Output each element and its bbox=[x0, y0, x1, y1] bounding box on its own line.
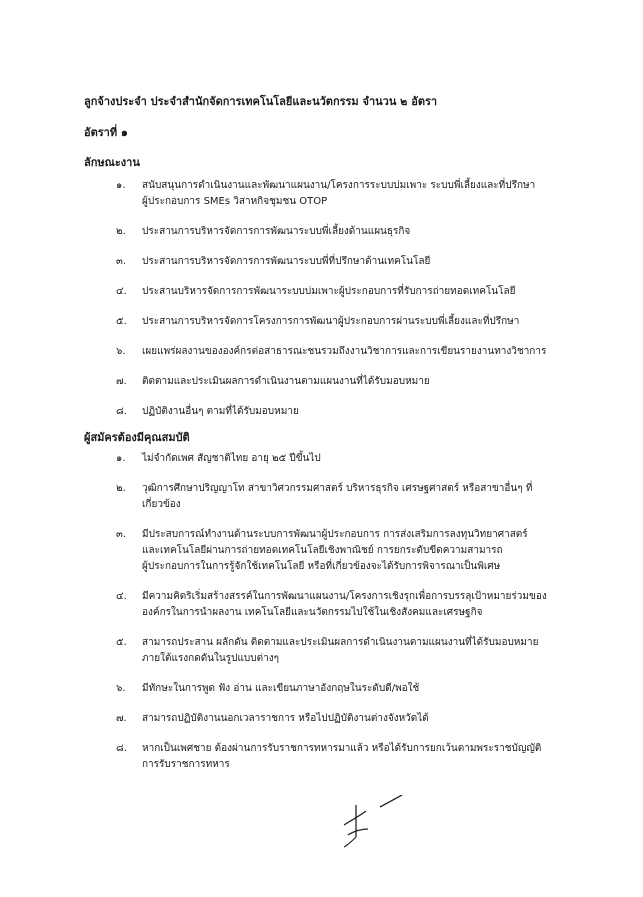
qualification-item-number: ๗. bbox=[116, 713, 127, 724]
qualification-item-line: สามารถประสาน ผลักดัน ติดตามและประเมินผลการดำเนินงานตามแผนงานที่ได้รับมอบหมาย bbox=[142, 637, 539, 648]
duty-item-number: ๘. bbox=[116, 406, 127, 417]
handwritten-signature bbox=[336, 795, 416, 859]
duty-item bbox=[116, 254, 586, 270]
qualification-item-line: มีประสบการณ์ทำงานด้านระบบการพัฒนาผู้ประกอบการ การส่งเสริมการลงทุนวิทยาศาสตร์ bbox=[142, 529, 528, 540]
duty-item bbox=[116, 374, 586, 390]
duty-item-line: ประสานการบริหารจัดการการพัฒนาระบบพี่เลี้ยงด้านแผนธุรกิจ bbox=[142, 226, 411, 237]
duty-item-line: เผยแพร่ผลงานขององค์กรต่อสาธารณะชนรวมถึงงานวิชาการและการเขียนรายงานทางวิชาการ bbox=[142, 346, 547, 357]
qualification-item bbox=[116, 635, 586, 667]
duty-item-number: ๒. bbox=[116, 226, 126, 237]
duty-item bbox=[116, 404, 586, 420]
qualification-item-line: ภายใต้แรงกดดันในรูปแบบต่างๆ bbox=[142, 653, 279, 664]
duty-item-text bbox=[142, 344, 586, 360]
duty-item-line: ปฏิบัติงานอื่นๆ ตามที่ได้รับมอบหมาย bbox=[142, 406, 299, 417]
qualification-item-text bbox=[142, 681, 586, 697]
qualification-item-number: ๘. bbox=[116, 743, 127, 754]
duty-item-text bbox=[142, 374, 586, 390]
qualification-item-line: ผู้ประกอบการในการรู้จักใช้เทคโนโลยี หรือที่เกี่ยวข้องจะได้รับการพิจารณาเป็นพิเศษ bbox=[142, 561, 501, 572]
document-title: ลูกจ้างประจำ ประจำสำนักจัดการเทคโนโลยีและนวัตกรรม จำนวน ๒ อัตรา bbox=[84, 95, 438, 108]
qualification-item-number: ๓. bbox=[116, 529, 127, 540]
duty-item-text bbox=[142, 254, 586, 270]
duty-item-line: ประสานบริหารจัดการการพัฒนาระบบบ่มเพาะผู้ประกอบการที่รับการถ่ายทอดเทคโนโลยี bbox=[142, 286, 516, 297]
qualification-item-line: หากเป็นเพศชาย ต้องผ่านการรับราชการทหารมาแล้ว หรือได้รับการยกเว้นตามพระราชบัญญัติ bbox=[142, 743, 542, 754]
qualification-item bbox=[116, 527, 586, 575]
qualification-item-text bbox=[142, 711, 586, 727]
qualification-item-line: วุฒิการศึกษาปริญญาโท สาขาวิศวกรรมศาสตร์ บริหารธุรกิจ เศรษฐศาสตร์ หรือสาขาอื่นๆ ที่ bbox=[142, 483, 533, 494]
duty-item bbox=[116, 224, 586, 240]
duty-item-number: ๖. bbox=[116, 346, 126, 357]
duty-item-text bbox=[142, 404, 586, 420]
qualification-item-text bbox=[142, 527, 586, 575]
qualification-item bbox=[116, 589, 586, 621]
duty-item bbox=[116, 314, 586, 330]
qualification-item-number: ๕. bbox=[116, 637, 127, 648]
qualification-item-line: องค์กรในการนำผลงาน เทคโนโลยีและนวัตกรรมไปใช้ในเชิงสังคมและเศรษฐกิจ bbox=[142, 607, 483, 618]
duty-item bbox=[116, 284, 586, 300]
qualification-item bbox=[116, 711, 586, 727]
duty-item bbox=[116, 344, 586, 360]
duty-item-number: ๔. bbox=[116, 286, 127, 297]
duty-item-line: ประสานการบริหารจัดการโครงการการพัฒนาผู้ประกอบการผ่านระบบพี่เลี้ยงและที่ปรึกษา bbox=[142, 316, 520, 327]
qualification-item-line: และเทคโนโลยีผ่านการถ่ายทอดเทคโนโลยีเชิงพาณิชย์ การยกระดับขีดความสามารถ bbox=[142, 545, 503, 556]
qualification-item-line: ไม่จำกัดเพศ สัญชาติไทย อายุ ๒๕ ปีขึ้นไป bbox=[142, 453, 321, 464]
duty-item-text bbox=[142, 224, 586, 240]
qualification-item-line: สามารถปฏิบัติงานนอกเวลาราชการ หรือไปปฏิบัติงานต่างจังหวัดได้ bbox=[142, 713, 429, 724]
duties-heading: ลักษณะงาน bbox=[84, 156, 140, 169]
qualification-item-line: มีทักษะในการพูด ฟัง อ่าน และเขียนภาษาอังกฤษในระดับดี/พอใช้ bbox=[142, 683, 420, 694]
duty-item-line: ผู้ประกอบการ SMEs วิสาหกิจชุมชน OTOP bbox=[142, 196, 328, 207]
duty-item-line: ประสานการบริหารจัดการการพัฒนาระบบพี่ที่ปรึกษาด้านเทคโนโลยี bbox=[142, 256, 431, 267]
qualification-item-number: ๑. bbox=[116, 453, 126, 464]
duty-item-text bbox=[142, 314, 586, 330]
duty-item-number: ๕. bbox=[116, 316, 127, 327]
duty-item bbox=[116, 178, 586, 210]
position-number: อัตราที่ ๑ bbox=[84, 126, 128, 139]
qualification-item-text bbox=[142, 589, 586, 621]
qualification-item-text bbox=[142, 635, 586, 667]
duty-item-number: ๑. bbox=[116, 180, 126, 191]
duty-item-number: ๓. bbox=[116, 256, 127, 267]
qualification-item-number: ๖. bbox=[116, 683, 126, 694]
duty-item-text bbox=[142, 178, 586, 210]
qualifications-heading: ผู้สมัครต้องมีคุณสมบัติ bbox=[84, 431, 190, 444]
qualification-item-line: มีความคิดริเริ่มสร้างสรรค์ในการพัฒนาแผนงาน/โครงการเชิงรุกเพื่อการบรรลุเป้าหมายร่วมของ bbox=[142, 591, 547, 602]
qualification-item bbox=[116, 481, 586, 513]
qualification-item-number: ๔. bbox=[116, 591, 127, 602]
qualification-item bbox=[116, 451, 586, 467]
duty-item-text bbox=[142, 284, 586, 300]
qualification-item bbox=[116, 681, 586, 697]
qualification-item-line: การรับราชการทหาร bbox=[142, 759, 230, 770]
qualification-item bbox=[116, 741, 586, 773]
duty-item-line: ติดตามและประเมินผลการดำเนินงานตามแผนงานที่ได้รับมอบหมาย bbox=[142, 376, 430, 387]
qualification-item-text bbox=[142, 451, 586, 467]
qualification-item-text bbox=[142, 481, 586, 513]
qualification-item-line: เกี่ยวข้อง bbox=[142, 499, 181, 510]
duty-item-line: สนับสนุนการดำเนินงานและพัฒนาแผนงาน/โครงการระบบบ่มเพาะ ระบบพี่เลี้ยงและที่ปรึกษา bbox=[142, 180, 536, 191]
qualification-item-text bbox=[142, 741, 586, 773]
qualification-item-number: ๒. bbox=[116, 483, 126, 494]
duty-item-number: ๗. bbox=[116, 376, 127, 387]
